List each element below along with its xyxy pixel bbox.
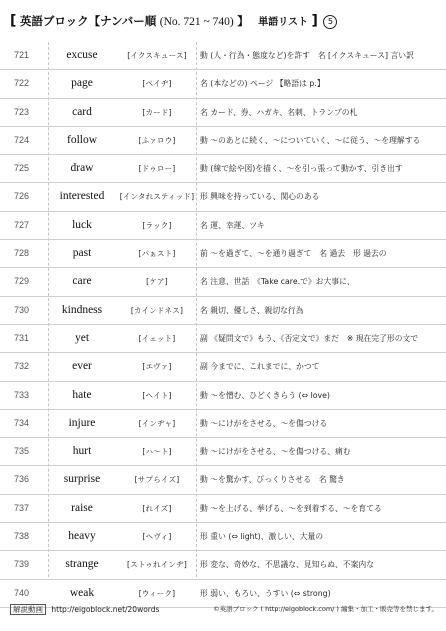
entry-number: 725 bbox=[14, 163, 30, 174]
entry-meaning: 動 (人・行為・態度など)を許す 名 [イクスキュース] 言い訳 bbox=[200, 51, 414, 60]
entry-number: 735 bbox=[14, 446, 30, 457]
entry-meaning: 名 カード、券、ハガキ、名刺、トランプの札 bbox=[200, 107, 358, 117]
list-item bbox=[0, 523, 446, 551]
entry-word: raise bbox=[71, 501, 93, 514]
entry-number: 736 bbox=[14, 474, 30, 485]
entry-pronunciation: [れイズ] bbox=[142, 503, 172, 513]
list-item bbox=[0, 70, 446, 98]
entry-meaning: 副 今までに、これまでに、かつて bbox=[200, 362, 320, 372]
list-item bbox=[0, 99, 446, 127]
entry-meaning: 動 〜にけがをさせる、〜を傷つける、痛む bbox=[200, 447, 351, 457]
entry-pronunciation: [ドゥロー] bbox=[138, 164, 176, 174]
entry-meaning: 副 《疑問文で》もう、《否定文で》まだ ※ 現在完了形の文で bbox=[200, 333, 419, 343]
entry-word: injure bbox=[68, 416, 96, 429]
header-title-close: 】 bbox=[237, 14, 249, 28]
entry-word: luck bbox=[72, 218, 92, 231]
list-item bbox=[0, 155, 446, 183]
entry-meaning: 名 運、幸運、ツキ bbox=[200, 220, 265, 230]
entry-word: follow bbox=[66, 133, 98, 146]
entry-meaning: 動 〜を驚かす、びっくりさせる 名 驚き bbox=[200, 475, 345, 485]
entry-number: 724 bbox=[14, 134, 30, 145]
list-item bbox=[0, 212, 446, 240]
entry-number: 722 bbox=[14, 78, 30, 89]
entry-number: 731 bbox=[14, 332, 30, 343]
entry-word: ever bbox=[72, 360, 92, 373]
entry-number: 728 bbox=[14, 248, 30, 259]
entry-word: strange bbox=[65, 558, 99, 571]
entry-pronunciation: [ヘイト] bbox=[142, 390, 172, 400]
entry-pronunciation: [インヂャ] bbox=[138, 418, 176, 428]
list-item bbox=[0, 466, 446, 494]
entry-number: 732 bbox=[14, 361, 30, 372]
list-item bbox=[0, 268, 446, 296]
entry-word: draw bbox=[70, 162, 94, 175]
entry-pronunciation: [エヴァ] bbox=[142, 362, 172, 372]
entry-pronunciation: [カインドネス] bbox=[130, 305, 184, 315]
entry-number: 730 bbox=[14, 304, 30, 315]
entry-number: 723 bbox=[14, 106, 30, 117]
entry-word: past bbox=[72, 247, 92, 260]
entry-pronunciation: [ケア] bbox=[146, 277, 168, 287]
entry-word: surprise bbox=[63, 473, 101, 486]
entry-word: page bbox=[71, 77, 93, 90]
entry-word: yet bbox=[74, 331, 90, 344]
entry-word: heavy bbox=[68, 530, 96, 543]
list-item bbox=[0, 495, 446, 523]
entry-pronunciation: [ふァロウ] bbox=[138, 135, 176, 145]
entry-number: 729 bbox=[14, 276, 30, 287]
entry-meaning: 名 (本などの) ページ 【略語は p.】 bbox=[200, 79, 325, 89]
entry-number: 726 bbox=[14, 191, 30, 202]
page-number-badge: 5 bbox=[323, 15, 337, 29]
entry-pronunciation: [ラック] bbox=[142, 220, 172, 230]
entry-number: 734 bbox=[14, 417, 30, 428]
entry-meaning: 形 弱い、もろい、うすい (⇔ strong) bbox=[200, 588, 331, 598]
entry-number: 727 bbox=[14, 219, 30, 230]
entry-pronunciation: [パぁスト] bbox=[138, 249, 176, 259]
entry-number: 733 bbox=[14, 389, 30, 400]
entry-meaning: 動 〜にけがをさせる、〜を傷つける bbox=[200, 418, 328, 428]
list-item bbox=[0, 297, 446, 325]
list-item bbox=[0, 382, 446, 410]
entry-number: 721 bbox=[14, 50, 30, 60]
entry-pronunciation: [イクスキュース] bbox=[127, 51, 187, 60]
entry-word: excuse bbox=[66, 49, 98, 61]
entry-meaning: 形 変な、奇妙な、不思議な、見知らぬ、不案内な bbox=[200, 560, 375, 570]
header-close-bracket: ] bbox=[311, 13, 318, 29]
list-item bbox=[0, 353, 446, 381]
entry-word: weak bbox=[69, 586, 95, 599]
entry-number: 738 bbox=[14, 531, 30, 542]
entry-pronunciation: [インタれスティッド] bbox=[119, 192, 195, 202]
list-item bbox=[0, 410, 446, 438]
entry-pronunciation: [カード] bbox=[142, 107, 172, 117]
entry-meaning: 名 親切、優しさ、親切な行為 bbox=[200, 305, 304, 315]
list-item bbox=[0, 42, 446, 70]
entry-meaning: 動 〜を憎む、ひどくきらう (⇔ love) bbox=[200, 390, 330, 400]
list-item bbox=[0, 183, 446, 211]
entry-word: hate bbox=[72, 388, 92, 401]
page-header bbox=[10, 13, 438, 35]
entry-word: care bbox=[72, 275, 92, 288]
entry-meaning: 前 〜を過ぎて、〜を通り過ぎて 名 過去 形 過去の bbox=[200, 249, 387, 259]
entry-meaning: 名 注意、世話 《Take care.で》お大事に、 bbox=[200, 277, 355, 287]
entry-number: 739 bbox=[14, 559, 30, 570]
page-footer bbox=[10, 604, 438, 615]
list-item bbox=[0, 240, 446, 268]
entry-pronunciation: [ヘヴィ] bbox=[142, 532, 172, 542]
entry-word: interested bbox=[59, 190, 105, 203]
entry-pronunciation: [イェット] bbox=[138, 333, 176, 343]
entry-word: hurt bbox=[72, 445, 92, 458]
entry-meaning: 形 興味を持っている、関心のある bbox=[200, 192, 320, 202]
entry-pronunciation: [ペイヂ] bbox=[142, 79, 172, 89]
entry-meaning: 動 〜を上げる、挙げる、〜を到着する、〜を育てる bbox=[200, 503, 382, 513]
explanation-video-button[interactable]: 解説動画 bbox=[10, 604, 46, 615]
entry-word: kindness bbox=[61, 303, 103, 316]
entry-meaning: 動 (線で絵や図)を描く、〜を引っ張って動かす、引き出す bbox=[200, 164, 403, 174]
list-item bbox=[0, 438, 446, 466]
header-open-bracket: [ bbox=[10, 13, 17, 29]
list-item bbox=[0, 551, 446, 579]
header-subtitle: 単語リスト bbox=[258, 17, 309, 28]
entry-number: 740 bbox=[14, 587, 30, 598]
header-title: 英語ブロック【ナンバー順 bbox=[19, 14, 157, 28]
header-range: (No. 721 ~ 740) bbox=[159, 16, 234, 28]
entry-meaning: 動 〜のあとに続く、〜についていく、〜に従う、〜を理解する bbox=[200, 135, 421, 145]
copyright-notice: ©英語ブロック ( http://eigoblock.com/ ) 編集・加工・販売等を禁じます。 bbox=[213, 605, 438, 613]
list-item bbox=[0, 127, 446, 155]
entry-word: card bbox=[72, 105, 92, 118]
entry-pronunciation: [ハ〜ト] bbox=[142, 447, 172, 457]
list-item bbox=[0, 325, 446, 353]
entry-meaning: 形 重い (⇔ light)、激しい、大量の bbox=[200, 532, 324, 542]
entry-pronunciation: [ストゥれインヂ] bbox=[127, 560, 187, 570]
entry-pronunciation: [サプらイズ] bbox=[134, 475, 180, 485]
video-link[interactable]: http://eigoblock.net/20words bbox=[51, 605, 160, 614]
entry-pronunciation: [ウィーク] bbox=[138, 588, 176, 598]
entry-number: 737 bbox=[14, 502, 30, 513]
word-list bbox=[0, 42, 446, 608]
